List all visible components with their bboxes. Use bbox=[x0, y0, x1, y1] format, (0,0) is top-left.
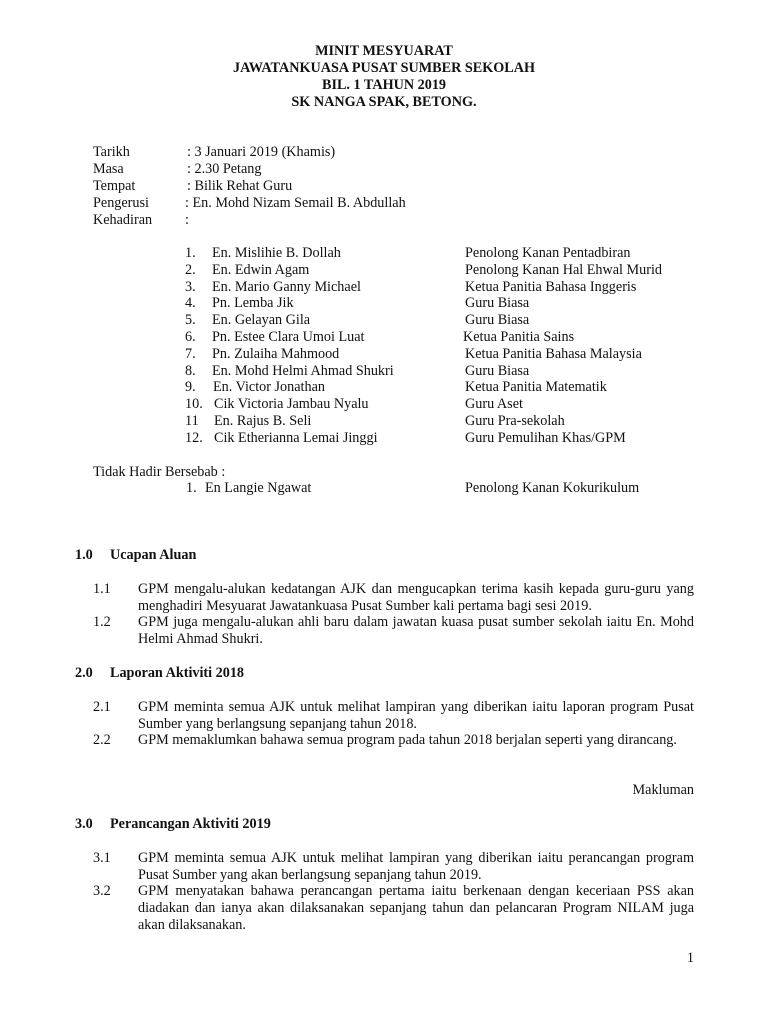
item-number: 1.1 bbox=[93, 581, 111, 597]
attendee-name: Pn. Estee Clara Umoi Luat bbox=[212, 329, 365, 345]
attendee-num: 5. bbox=[185, 312, 196, 328]
section-title: Ucapan Aluan bbox=[110, 547, 197, 563]
item-text: GPM meminta semua AJK untuk melihat lampiran yang diberikan iaitu perancangan program Pusat Sumber yang akan berlangsung sepanjang tahun 2019. bbox=[138, 850, 694, 883]
attendee-name: Cik Etherianna Lemai Jinggi bbox=[214, 430, 378, 446]
item-number: 3.1 bbox=[93, 850, 111, 866]
attendee-name: En. Gelayan Gila bbox=[212, 312, 311, 328]
attendee-num: 4. bbox=[185, 295, 196, 311]
info-value-time: : 2.30 Petang bbox=[187, 161, 262, 177]
title-line-2: JAWATANKUASA PUSAT SUMBER SEKOLAH bbox=[232, 60, 536, 76]
title-line-1: MINIT MESYUARAT bbox=[315, 43, 453, 59]
attendee-num: 2. bbox=[185, 262, 196, 278]
absent-role: Penolong Kanan Kokurikulum bbox=[465, 480, 640, 496]
attendee-num: 11 bbox=[185, 413, 199, 429]
attendee-role: Guru Pemulihan Khas/GPM bbox=[465, 430, 626, 446]
attendee-name: En. Mislihie B. Dollah bbox=[212, 245, 341, 261]
section-title: Perancangan Aktiviti 2019 bbox=[110, 816, 271, 832]
section-title: Laporan Aktiviti 2018 bbox=[110, 665, 245, 681]
info-value-attendance: : bbox=[185, 212, 189, 228]
info-label-date: Tarikh bbox=[93, 144, 130, 160]
item-text: GPM meminta semua AJK untuk melihat lampiran yang diberikan iaitu laporan program Pusat Sumber yang berlangsung sepanjang tahun 2018. bbox=[138, 699, 694, 732]
attendee-name: En. Edwin Agam bbox=[212, 262, 310, 278]
attendee-role: Penolong Kanan Hal Ehwal Murid bbox=[465, 262, 663, 278]
attendee-name: En. Rajus B. Seli bbox=[214, 413, 312, 429]
info-value-place: : Bilik Rehat Guru bbox=[187, 178, 293, 194]
section-number: 2.0 bbox=[75, 665, 93, 681]
section-number: 3.0 bbox=[75, 816, 93, 832]
item-number: 2.2 bbox=[93, 732, 111, 748]
item-text: GPM memaklumkan bahawa semua program pada tahun 2018 berjalan seperti yang dirancang. bbox=[138, 732, 677, 748]
attendee-name: Pn. Zulaiha Mahmood bbox=[212, 346, 340, 362]
title-line-4: SK NANGA SPAK, BETONG. bbox=[291, 94, 477, 110]
attendee-role: Guru Pra-sekolah bbox=[465, 413, 565, 429]
info-label-place: Tempat bbox=[93, 178, 136, 194]
attendee-role: Ketua Panitia Sains bbox=[463, 329, 575, 345]
attendee-role: Ketua Panitia Matematik bbox=[465, 379, 607, 395]
info-value-chair: : En. Mohd Nizam Semail B. Abdullah bbox=[185, 195, 406, 211]
info-value-date: : 3 Januari 2019 (Khamis) bbox=[187, 144, 336, 160]
attendee-role: Ketua Panitia Bahasa Malaysia bbox=[465, 346, 642, 362]
attendee-num: 8. bbox=[185, 363, 196, 379]
item-text: GPM menyatakan bahawa perancangan pertama iaitu berkenaan dengan keceriaan PSS akan diadakan dan ianya akan dilaksanakan sepanjang tahun dan pelancaran Program NILAM juga akan dilaksanakan. bbox=[138, 883, 694, 933]
attendee-num: 6. bbox=[185, 329, 196, 345]
page-number: 1 bbox=[686, 950, 694, 966]
item-number: 2.1 bbox=[93, 699, 111, 715]
attendee-num: 1. bbox=[185, 245, 196, 261]
section-note: Makluman bbox=[632, 782, 694, 798]
attendee-name: Pn. Lemba Jik bbox=[212, 295, 294, 311]
attendee-role: Guru Biasa bbox=[465, 312, 530, 328]
attendee-name: Cik Victoria Jambau Nyalu bbox=[214, 396, 369, 412]
info-label-time: Masa bbox=[93, 161, 124, 177]
item-number: 1.2 bbox=[93, 614, 111, 630]
item-text: GPM juga mengalu-alukan ahli baru dalam jawatan kuasa pusat sumber sekolah iaitu En. Mohd Helmi Ahmad Shukri. bbox=[138, 614, 694, 647]
attendee-num: 3. bbox=[185, 279, 196, 295]
section-number: 1.0 bbox=[75, 547, 93, 563]
absent-num: 1. bbox=[186, 480, 197, 496]
absent-name: En Langie Ngawat bbox=[205, 480, 312, 496]
attendee-num: 12. bbox=[185, 430, 203, 446]
attendee-role: Guru Aset bbox=[465, 396, 523, 412]
attendee-role: Penolong Kanan Pentadbiran bbox=[465, 245, 631, 261]
title-line-3: BIL. 1 TAHUN 2019 bbox=[321, 77, 447, 93]
info-label-attendance: Kehadiran bbox=[93, 212, 153, 228]
item-number: 3.2 bbox=[93, 883, 111, 899]
attendee-name: En. Mohd Helmi Ahmad Shukri bbox=[212, 363, 394, 379]
attendee-num: 9. bbox=[185, 379, 196, 395]
absent-label: Tidak Hadir Bersebab : bbox=[93, 464, 226, 480]
info-label-chair: Pengerusi bbox=[93, 195, 149, 211]
attendee-num: 10. bbox=[185, 396, 203, 412]
attendee-num: 7. bbox=[185, 346, 196, 362]
attendee-name: En. Mario Ganny Michael bbox=[212, 279, 361, 295]
item-text: GPM mengalu-alukan kedatangan AJK dan mengucapkan terima kasih kepada guru-guru yang menghadiri Mesyuarat Jawatankuasa Pusat Sumber kali pertama bagi sesi 2019. bbox=[138, 581, 694, 614]
attendee-role: Ketua Panitia Bahasa Inggeris bbox=[465, 279, 637, 295]
attendee-name: En. Victor Jonathan bbox=[213, 379, 325, 395]
attendee-role: Guru Biasa bbox=[465, 295, 530, 311]
attendee-role: Guru Biasa bbox=[465, 363, 530, 379]
